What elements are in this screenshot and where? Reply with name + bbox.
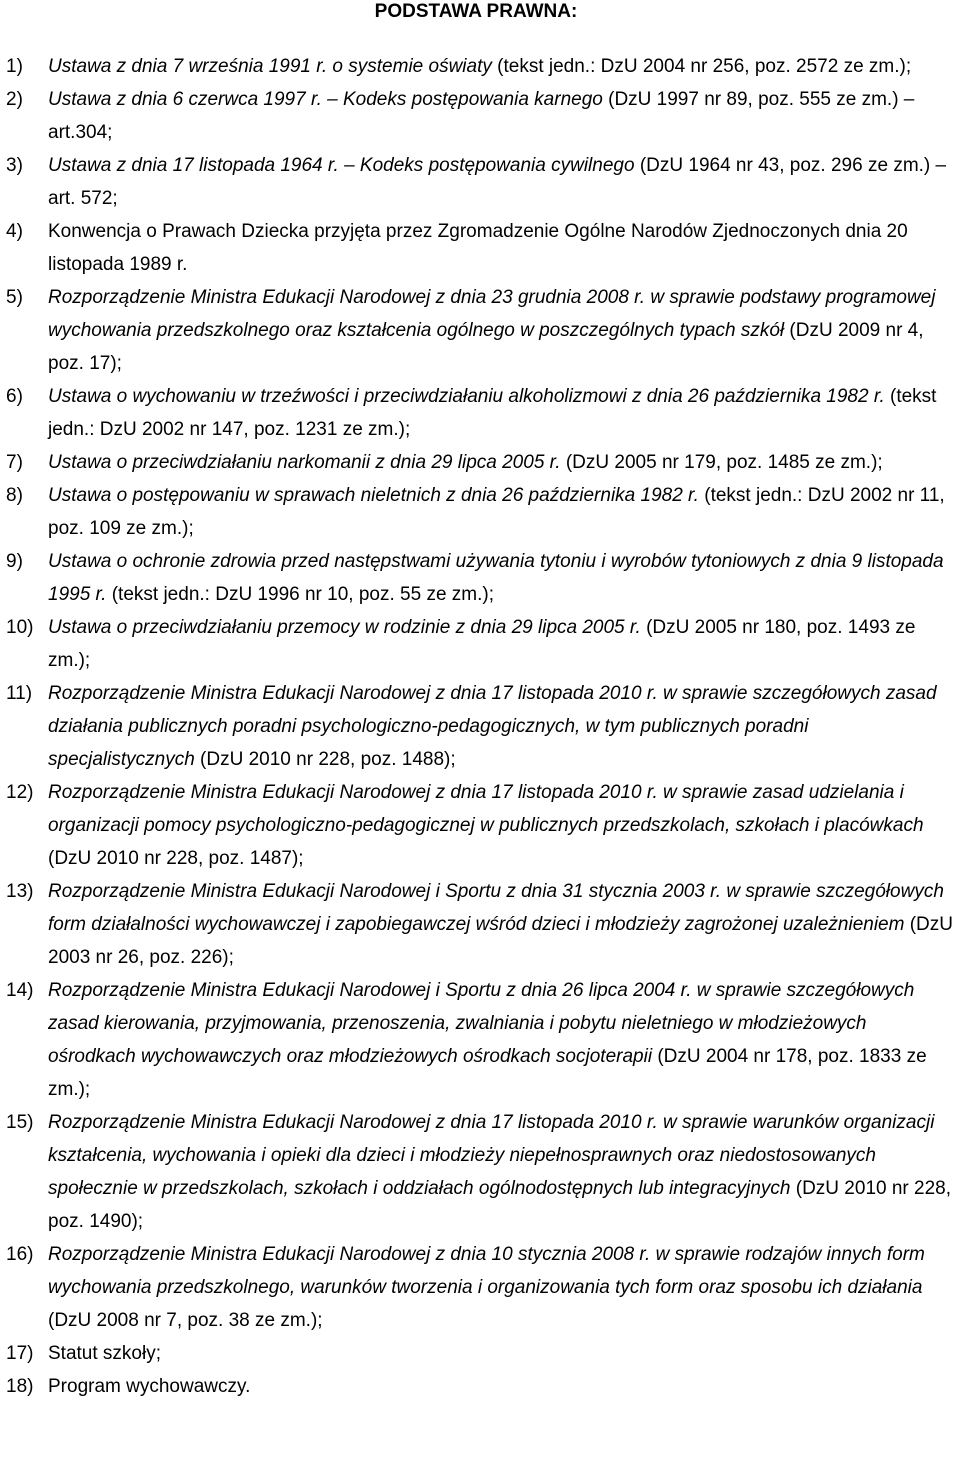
act-title: Rozporządzenie Ministra Edukacji Narodowej z dnia 17 listopada 2010 r. w sprawie warunków organizacji kształcenia, wychowania i opieki dla dzieci i młodzieży niepełnosprawnych oraz niedostosowanych społecznie w przedszkolach, szkołach i oddziałach ogólnodostępnych lub integracyjnych bbox=[48, 1112, 935, 1199]
act-reference: (DzU 2010 nr 228, poz. 1490); bbox=[48, 1178, 952, 1232]
list-item bbox=[6, 281, 958, 380]
act-reference: (tekst jedn.: DzU 2004 nr 256, poz. 2572 ze zm.); bbox=[491, 56, 912, 77]
act-title: Ustawa z dnia 7 września 1991 r. o systemie oświaty bbox=[48, 56, 492, 77]
list-item bbox=[6, 1370, 958, 1403]
list-item bbox=[6, 677, 958, 776]
act-reference: (DzU 2008 nr 7, poz. 38 ze zm.); bbox=[48, 1310, 323, 1331]
act-reference: (tekst jedn.: DzU 2002 nr 147, poz. 1231 ze zm.); bbox=[48, 386, 937, 440]
list-item bbox=[6, 215, 958, 281]
list-item bbox=[6, 1106, 958, 1238]
list-item-text bbox=[48, 551, 944, 605]
list-item bbox=[6, 50, 958, 83]
list-item bbox=[6, 1337, 958, 1370]
list-item-text bbox=[48, 1244, 925, 1331]
act-reference: (DzU 1997 nr 89, poz. 555 ze zm.) – art.304; bbox=[48, 89, 915, 143]
list-item-text bbox=[48, 452, 883, 473]
list-item bbox=[6, 479, 958, 545]
list-item-number: 7) bbox=[6, 452, 23, 473]
list-item-number: 3) bbox=[6, 155, 23, 176]
act-title: Ustawa o przeciwdziałaniu przemocy w rodzinie z dnia 29 lipca 2005 r. bbox=[48, 617, 641, 638]
list-item-text bbox=[48, 221, 908, 275]
list-item-number: 9) bbox=[6, 551, 23, 572]
list-item bbox=[6, 149, 958, 215]
list-item-number: 10) bbox=[6, 617, 34, 638]
list-item-number: 2) bbox=[6, 89, 23, 110]
act-title: Rozporządzenie Ministra Edukacji Narodowej i Sportu z dnia 26 lipca 2004 r. w sprawie szczegółowych zasad kierowania, przyjmowania, przenoszenia, zwalniania i pobytu nieletniego w młodzieżowych ośrodkach wychowawczych oraz młodzieżowych ośrodkach socjoterapii bbox=[48, 980, 915, 1067]
act-title: Rozporządzenie Ministra Edukacji Narodowej z dnia 10 stycznia 2008 r. w sprawie rodzajów innych form wychowania przedszkolnego, warunków tworzenia i organizowania tych form oraz sposobu ich działania bbox=[48, 1244, 925, 1298]
act-title: Ustawa z dnia 6 czerwca 1997 r. – Kodeks postępowania karnego bbox=[48, 89, 603, 110]
list-item-text bbox=[48, 155, 946, 209]
list-item-text bbox=[48, 287, 935, 374]
list-item bbox=[6, 545, 958, 611]
list-item bbox=[6, 446, 958, 479]
list-item-number: 1) bbox=[6, 56, 23, 77]
list-item-text bbox=[48, 683, 937, 770]
list-item-text bbox=[48, 89, 914, 143]
list-item-number: 13) bbox=[6, 881, 34, 902]
list-item-text bbox=[48, 56, 911, 77]
act-reference: (DzU 2003 nr 26, poz. 226); bbox=[48, 914, 954, 968]
act-reference: (tekst jedn.: DzU 2002 nr 11, poz. 109 ze zm.); bbox=[48, 485, 945, 539]
list-item-number: 8) bbox=[6, 485, 23, 506]
act-reference: (DzU 2005 nr 179, poz. 1485 ze zm.); bbox=[560, 452, 883, 473]
list-item-text bbox=[48, 980, 927, 1100]
list-item-number: 5) bbox=[6, 287, 23, 308]
list-item bbox=[6, 1238, 958, 1337]
list-item-text bbox=[48, 881, 953, 968]
act-reference: (DzU 2005 nr 180, poz. 1493 ze zm.); bbox=[48, 617, 916, 671]
act-reference: Program wychowawczy. bbox=[48, 1376, 251, 1397]
act-title: Ustawa o postępowaniu w sprawach nieletnich z dnia 26 października 1982 r. bbox=[48, 485, 699, 506]
act-title: Rozporządzenie Ministra Edukacji Narodowej z dnia 17 listopada 2010 r. w sprawie szczegółowych zasad działania publicznych poradni psychologiczno-pedagogicznych, w tym publicznych poradni specjalistycznych bbox=[48, 683, 937, 770]
list-item-number: 4) bbox=[6, 221, 23, 242]
act-reference: Statut szkoły; bbox=[48, 1343, 161, 1364]
list-item-text bbox=[48, 485, 945, 539]
act-reference: (DzU 2009 nr 4, poz. 17); bbox=[48, 320, 924, 374]
list-item-number: 14) bbox=[6, 980, 34, 1001]
act-reference: (DzU 1964 nr 43, poz. 296 ze zm.) – art. 572; bbox=[48, 155, 947, 209]
act-reference: (tekst jedn.: DzU 1996 nr 10, poz. 55 ze zm.); bbox=[106, 584, 495, 605]
act-title: Ustawa o ochronie zdrowia przed następstwami używania tytoniu i wyrobów tytoniowych z dnia 9 listopada 1995 r. bbox=[48, 551, 944, 605]
act-title: Ustawa z dnia 17 listopada 1964 r. – Kodeks postępowania cywilnego bbox=[48, 155, 635, 176]
list-item-number: 11) bbox=[6, 683, 33, 704]
list-item bbox=[6, 83, 958, 149]
list-item-text bbox=[48, 1376, 250, 1397]
act-reference: (DzU 2010 nr 228, poz. 1488); bbox=[194, 749, 456, 770]
act-reference: Konwencja o Prawach Dziecka przyjęta przez Zgromadzenie Ogólne Narodów Zjednoczonych dnia 20 listopada 1989 r. bbox=[48, 221, 908, 275]
list-item bbox=[6, 380, 958, 446]
list-item-number: 6) bbox=[6, 386, 23, 407]
list-item bbox=[6, 974, 958, 1106]
act-title: Rozporządzenie Ministra Edukacji Narodowej z dnia 23 grudnia 2008 r. w sprawie podstawy programowej wychowania przedszkolnego oraz kształcenia ogólnego w poszczególnych typach szkół bbox=[48, 287, 936, 341]
list-item-number: 18) bbox=[6, 1376, 34, 1397]
list-item bbox=[6, 611, 958, 677]
list-item-text bbox=[48, 1112, 951, 1232]
list-item bbox=[6, 875, 958, 974]
page-title: PODSTAWA PRAWNA: bbox=[374, 1, 578, 22]
act-reference: (DzU 2010 nr 228, poz. 1487); bbox=[48, 848, 304, 869]
list-item-text bbox=[48, 386, 936, 440]
act-title: Ustawa o wychowaniu w trzeźwości i przeciwdziałaniu alkoholizmowi z dnia 26 października 1982 r. bbox=[48, 386, 885, 407]
act-title: Rozporządzenie Ministra Edukacji Narodowej i Sportu z dnia 31 stycznia 2003 r. w sprawie szczegółowych form działalności wychowawczej i zapobiegawczej wśród dzieci i młodzieży zagrożonej uzależnieniem bbox=[48, 881, 944, 935]
act-title: Rozporządzenie Ministra Edukacji Narodowej z dnia 17 listopada 2010 r. w sprawie zasad udzielania i organizacji pomocy psychologiczno-pedagogicznej w publicznych przedszkolach, szkołach i placówkach bbox=[48, 782, 924, 836]
list-item-text bbox=[48, 617, 915, 671]
legal-basis-list bbox=[6, 50, 958, 1403]
list-item-number: 15) bbox=[6, 1112, 34, 1133]
act-title: Ustawa o przeciwdziałaniu narkomanii z dnia 29 lipca 2005 r. bbox=[48, 452, 561, 473]
act-reference: (DzU 2004 nr 178, poz. 1833 ze zm.); bbox=[48, 1046, 927, 1100]
list-item-number: 12) bbox=[6, 782, 34, 803]
list-item-text bbox=[48, 782, 924, 869]
list-item-number: 17) bbox=[6, 1343, 34, 1364]
list-item bbox=[6, 776, 958, 875]
list-item-text bbox=[48, 1343, 161, 1364]
list-item-number: 16) bbox=[6, 1244, 34, 1265]
